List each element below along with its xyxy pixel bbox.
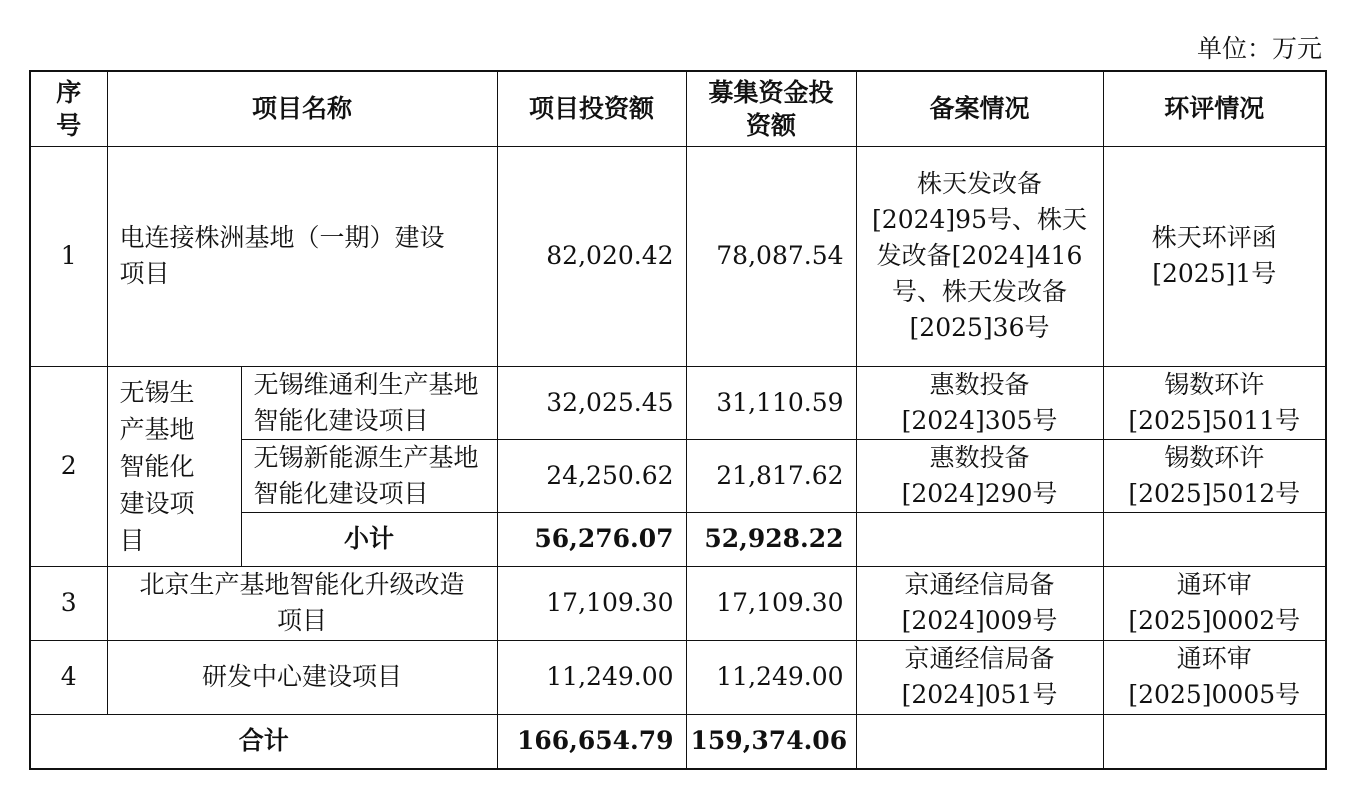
subtotal-raised-funds: 52,928.22 xyxy=(686,512,856,566)
table-row xyxy=(30,146,1326,366)
row-investment: 24,250.62 xyxy=(497,439,686,512)
total-raised-funds: 159,374.06 xyxy=(686,714,856,769)
table-row xyxy=(30,366,1326,439)
row-seq: 3 xyxy=(30,566,107,640)
row-raised-funds: 78,087.54 xyxy=(686,146,856,366)
row-eia: 株天环评函[2025]1号 xyxy=(1103,146,1326,366)
row-eia: 通环审[2025]0002号 xyxy=(1103,566,1326,640)
row-raised-funds: 17,109.30 xyxy=(686,566,856,640)
row-group-name: 无锡生产基地智能化建设项目 xyxy=(107,366,241,566)
table-row xyxy=(30,640,1326,714)
row-investment: 32,025.45 xyxy=(497,366,686,439)
row-filing: 株天发改备[2024]95号、株天发改备[2024]416号、株天发改备[2025]36号 xyxy=(856,146,1103,366)
subtotal-eia-empty xyxy=(1103,512,1326,566)
row-project-name: 电连接株洲基地（一期）建设项目 xyxy=(107,146,497,366)
row-raised-funds: 21,817.62 xyxy=(686,439,856,512)
header-investment: 项目投资额 xyxy=(497,71,686,146)
total-filing-empty xyxy=(856,714,1103,769)
unit-label: 单位：万元 xyxy=(1196,34,1322,63)
row-raised-funds: 11,249.00 xyxy=(686,640,856,714)
header-eia: 环评情况 xyxy=(1103,71,1326,146)
row-filing: 惠数投备[2024]305号 xyxy=(856,366,1103,439)
header-project-name: 项目名称 xyxy=(107,71,497,146)
row-investment: 82,020.42 xyxy=(497,146,686,366)
table-row xyxy=(30,566,1326,640)
header-seq: 序号 xyxy=(30,71,107,146)
header-row xyxy=(30,71,1326,146)
header-filing: 备案情况 xyxy=(856,71,1103,146)
row-raised-funds: 31,110.59 xyxy=(686,366,856,439)
row-seq: 1 xyxy=(30,146,107,366)
total-row xyxy=(30,714,1326,769)
subtotal-label: 小计 xyxy=(241,512,497,566)
row-eia: 通环审[2025]0005号 xyxy=(1103,640,1326,714)
total-label: 合计 xyxy=(30,714,497,769)
investment-projects-table xyxy=(29,70,1327,770)
row-seq: 4 xyxy=(30,640,107,714)
row-seq: 2 xyxy=(30,366,107,566)
row-investment: 17,109.30 xyxy=(497,566,686,640)
row-project-name: 北京生产基地智能化升级改造项目 xyxy=(107,566,497,640)
row-project-name: 研发中心建设项目 xyxy=(107,640,497,714)
row-filing: 惠数投备[2024]290号 xyxy=(856,439,1103,512)
row-subproject-name: 无锡新能源生产基地智能化建设项目 xyxy=(241,439,497,512)
total-investment: 166,654.79 xyxy=(497,714,686,769)
row-subproject-name: 无锡维通利生产基地智能化建设项目 xyxy=(241,366,497,439)
header-raised-funds: 募集资金投资额 xyxy=(686,71,856,146)
row-filing: 京通经信局备[2024]009号 xyxy=(856,566,1103,640)
total-eia-empty xyxy=(1103,714,1326,769)
subtotal-filing-empty xyxy=(856,512,1103,566)
subtotal-investment: 56,276.07 xyxy=(497,512,686,566)
row-investment: 11,249.00 xyxy=(497,640,686,714)
row-eia: 锡数环许[2025]5011号 xyxy=(1103,366,1326,439)
row-eia: 锡数环许[2025]5012号 xyxy=(1103,439,1326,512)
row-filing: 京通经信局备[2024]051号 xyxy=(856,640,1103,714)
